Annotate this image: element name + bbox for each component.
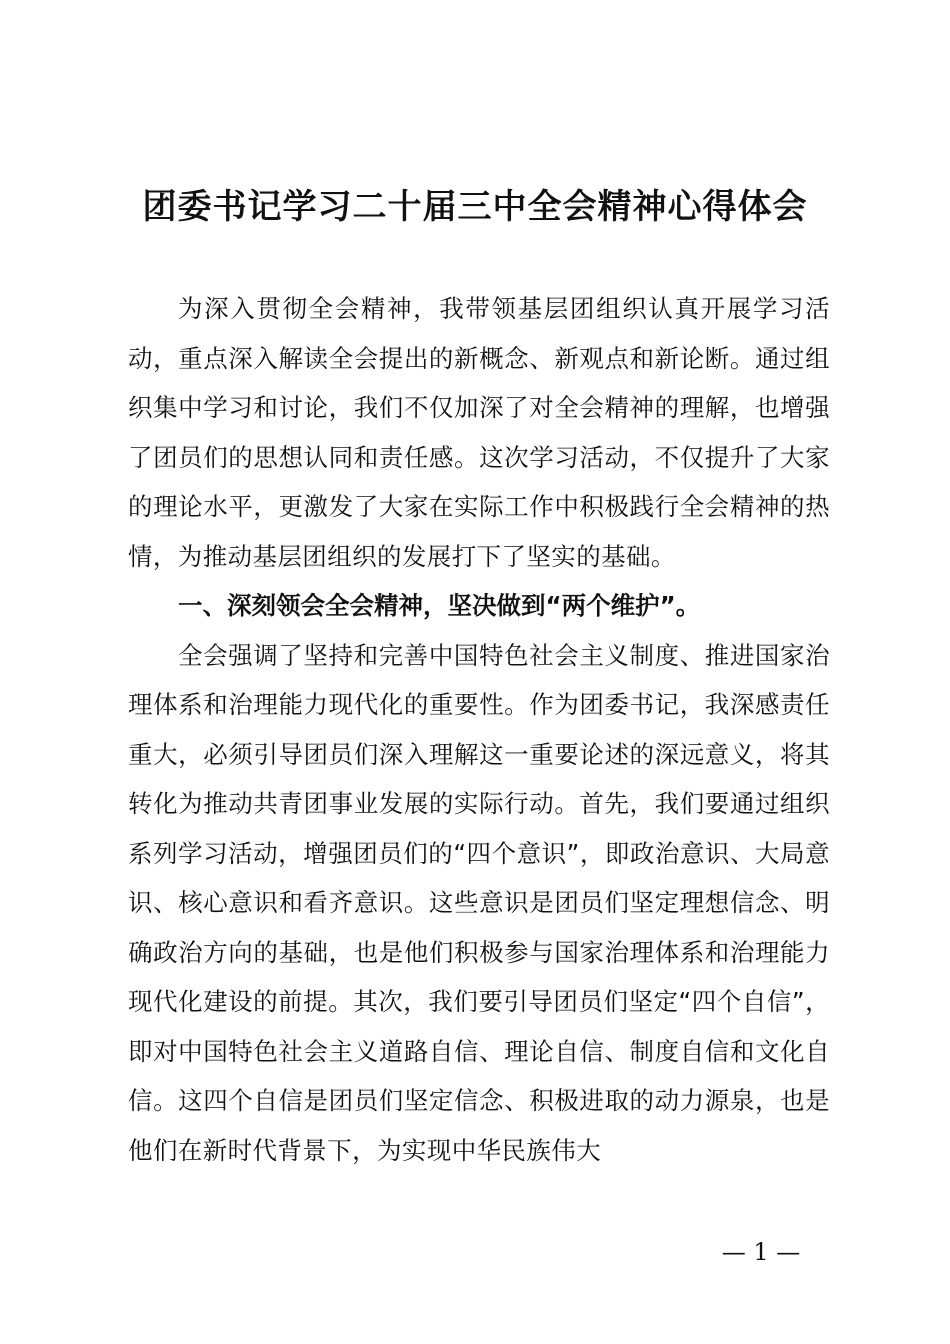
intro-paragraph: 为深入贯彻全会精神，我带领基层团组织认真开展学习活动，重点深入解读全会提出的新概念、新观点和新论断。通过组织集中学习和讨论，我们不仅加深了对全会精神的理解，也增强了团员们的思想认同和责任感。这次学习活动，不仅提升了大家的理论水平，更激发了大家在实际工作中积极践行全会精神的热情，为推动基层团组织的发展打下了坚实的基础。 [128, 294, 830, 571]
page-number: — 1 — [721, 1238, 801, 1266]
document-body [128, 284, 830, 1175]
section-paragraph: 全会强调了坚持和完善中国特色社会主义制度、推进国家治理体系和治理能力现代化的重要性。作为团委书记，我深感责任重大，必须引导团员们深入理解这一重要论述的深远意义，将其转化为推动共青团事业发展的实际行动。首先，我们要通过组织系列学习活动，增强团员们的“四个意识”，即政治意识、大局意识、核心意识和看齐意识。这些意识是团员们坚定理想信念、明确政治方向的基础，也是他们积极参与国家治理体系和治理能力现代化建设的前提。其次，我们要引导团员们坚定“四个自信”，即对中国特色社会主义道路自信、理论自信、制度自信和文化自信。这四个自信是团员们坚定信念、积极进取的动力源泉，也是他们在新时代背景下，为实现中华民族伟大 [128, 640, 830, 1165]
section-heading: 一、深刻领会全会精神，坚决做到“两个维护”。 [178, 591, 701, 620]
document-title: 团委书记学习二十届三中全会精神心得体会 [142, 187, 808, 227]
